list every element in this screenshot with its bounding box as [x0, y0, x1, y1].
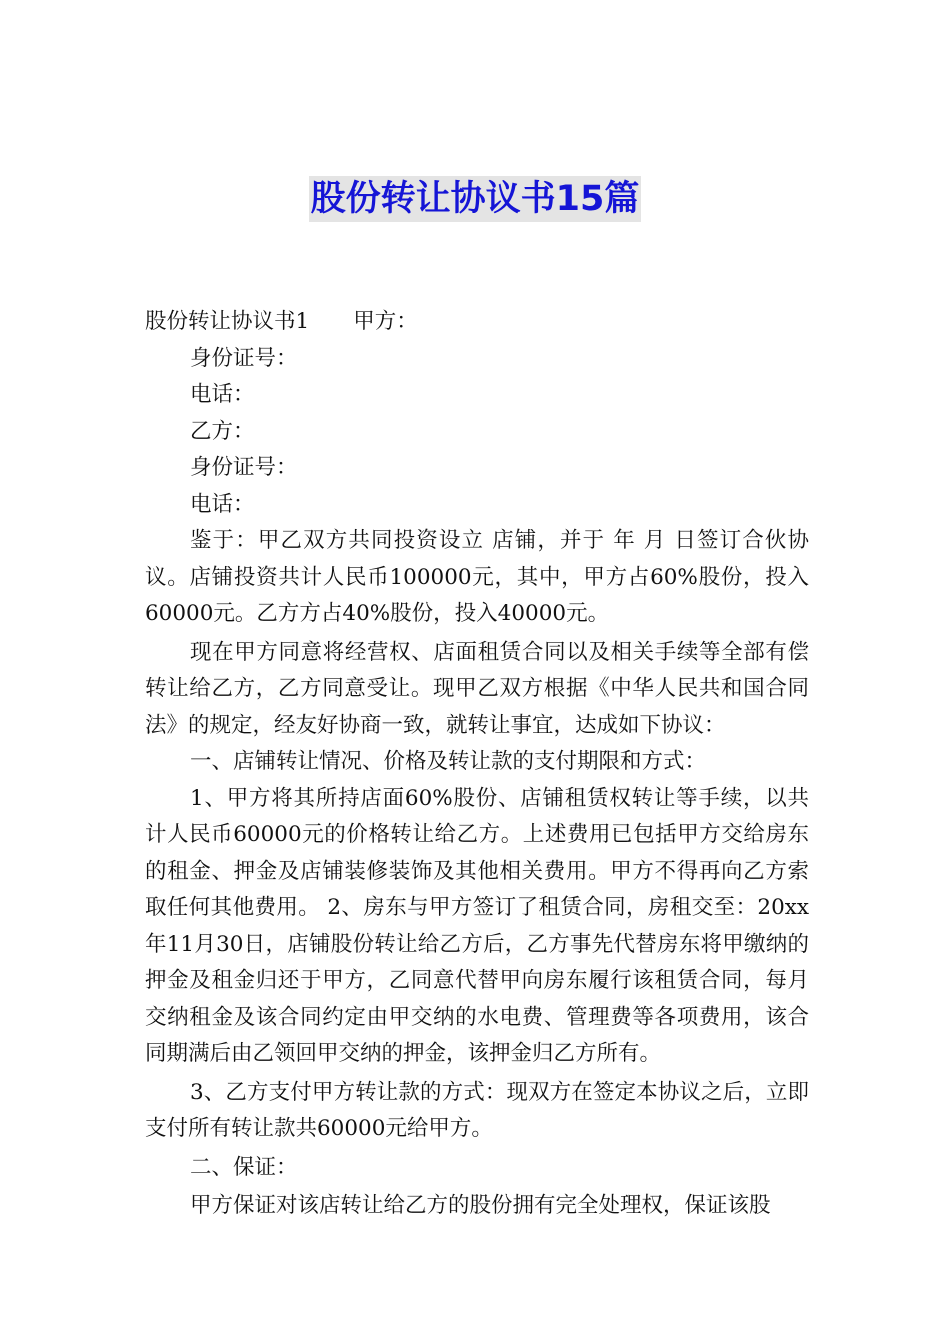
party-a-id-field: 身份证号： — [190, 345, 298, 371]
agreement-heading-line — [145, 304, 809, 341]
section-one-heading: 一、店铺转让情况、价格及转让款的支付期限和方式： — [190, 749, 707, 774]
party-a-phone-field: 电话： — [190, 382, 255, 407]
clause-one-two: 1、甲方将其所持店面60%股份、店铺租赁权转让等手续，以共计人民币60000元的价格转让给乙方。上述费用已包括甲方交给房东的租金、押金及店铺装修装饰及其他相关费用。甲方不得再向乙方索取任何其他费用。 2、房东与甲方签订了租赁合同，房租交至：20xx年11月30日，店铺股份转让给乙方后，乙方事先代替房东将甲缴纳的押金及租金归还于甲方，乙同意代替甲向房东履行该租赁合同，每月交纳租金及该合同约定由甲交纳的水电费、管理费等各项费用，该合同期满后由乙领回甲交纳的押金，该押金归乙方所有。 — [145, 785, 809, 1066]
party-b-phone-field: 电话： — [190, 491, 255, 517]
party-a-label: 甲方： — [353, 309, 418, 334]
clause-three: 3、乙方支付甲方转让款的方式：现双方在签定本协议之后，立即支付所有转让款共60000元给甲方。 — [145, 1079, 809, 1141]
paragraph-transfer-intent: 现在甲方同意将经营权、店面租赁合同以及相关手续等全部有偿转让给乙方，乙方同意受让。现甲乙双方根据《中华人民共和国合同法》的规定，经友好协商一致，就转让事宜，达成如下协议： — [145, 639, 809, 738]
paragraph-whereas: 鉴于：甲乙双方共同投资设立 店铺，并于 年 月 日签订合伙协议。店铺投资共计人民币100000元，其中，甲方占60%股份，投入60000元。乙方方占40%股份，投入40000元。 — [145, 528, 809, 626]
document-body — [145, 304, 809, 1225]
party-b-label: 乙方： — [190, 418, 255, 444]
document-title-text: 股份转让协议书15篇 — [309, 176, 642, 222]
party-b-id-field: 身份证号： — [190, 455, 298, 480]
agreement-heading: 股份转让协议书1 — [145, 309, 310, 334]
document-title — [0, 176, 950, 222]
paragraph-guarantee: 甲方保证对该店转让给乙方的股份拥有完全处理权，保证该股 — [190, 1193, 771, 1218]
section-two-heading: 二、保证： — [190, 1154, 298, 1180]
